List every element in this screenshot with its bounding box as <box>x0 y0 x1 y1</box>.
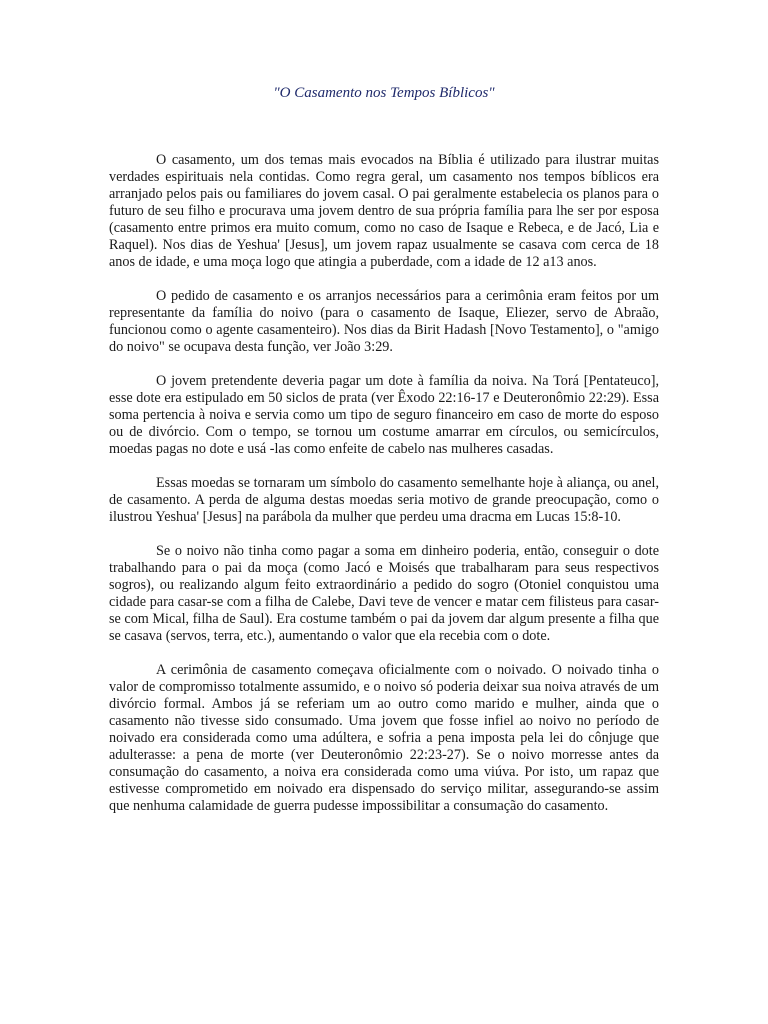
paragraph-marriage-proposal: O pedido de casamento e os arranjos necessários para a cerimônia eram feitos por um representante da família do noivo (para o casamento de Isaque, Eliezer, servo de Abraão, funcionou como o agente casamenteiro). Nos dias da Birit Hadash [Novo Testamento], o "amigo do noivo" se ocupava desta função, ver João 3:29. <box>109 288 659 355</box>
paragraph-alternative-dowry: Se o noivo não tinha como pagar a soma em dinheiro poderia, então, conseguir o dote trabalhando para o pai da moça (como Jacó e Moisés que trabalharam para seus respectivos sogros), ou realizando algum feito extraordinário a pedido do sogro (Otoniel conquistou uma cidade para casar-se com a filha de Calebe, Davi teve de vencer e matar cem filisteus para casar-se com Mical, filha de Saul). Era costume também o pai da jovem dar algum presente a filha que se casava (servos, terra, etc.), aumentando o valor que ela recebia com o dote. <box>109 543 659 644</box>
paragraph-coins: Essas moedas se tornaram um símbolo do casamento semelhante hoje à aliança, ou anel, de casamento. A perda de alguma destas moedas seria motivo de grande preocupação, como o ilustrou Yeshua' [Jesus] na parábola da mulher que perdeu uma dracma em Lucas 15:8-10. <box>109 475 659 525</box>
paragraph-dowry: O jovem pretendente deveria pagar um dote à família da noiva. Na Torá [Pentateuco], esse dote era estipulado em 50 siclos de prata (ver Êxodo 22:16-17 e Deuteronômio 22:29). Essa soma pertencia à noiva e servia como um tipo de seguro financeiro em caso de morte do esposo ou de divórcio. Com o tempo, se tornou um costume amarrar em círculos, ou semicírculos, moedas pagas no dote e usá -las como enfeite de cabelo nas mulheres casadas. <box>109 373 659 457</box>
document-title: "O Casamento nos Tempos Bíblicos" <box>273 85 495 101</box>
paragraph-intro: O casamento, um dos temas mais evocados na Bíblia é utilizado para ilustrar muitas verdades espirituais nela contidas. Como regra geral, um casamento nos tempos bíblicos era arranjado pelos pais ou familiares do jovem casal. O pai geralmente estabelecia os planos para o futuro de seu filho e procurava uma jovem dentro de sua própria família para lhe ser por esposa (casamento entre primos era muito comum, como no caso de Isaque e Rebeca, e de Jacó, Lia e Raquel). Nos dias de Yeshua' [Jesus], um jovem rapaz usualmente se casava com cerca de 18 anos de idade, e uma moça logo que atingia a puberdade, com a idade de 12 a13 anos. <box>109 152 659 270</box>
paragraph-betrothal: A cerimônia de casamento começava oficialmente com o noivado. O noivado tinha o valor de compromisso totalmente assumido, e o noivo só poderia deixar sua noiva através de um divórcio formal. Ambos já se referiam um ao outro como marido e mulher, ainda que o casamento não tivesse sido consumado. Uma jovem que fosse infiel ao noivo no período de noivado era considerada como uma adúltera, e sofria a pena imposta pela lei do cônjuge que adulterasse: a pena de morte (ver Deuteronômio 22:23-27). Se o noivo morresse antes da consumação do casamento, a noiva era considerada como uma viúva. Por isto, um rapaz que estivesse comprometido em noivado era dispensado do serviço militar, assegurando-se assim que nenhuma calamidade de guerra pudesse impossibilitar a consumação do casamento. <box>109 662 659 814</box>
document-body <box>109 152 659 832</box>
